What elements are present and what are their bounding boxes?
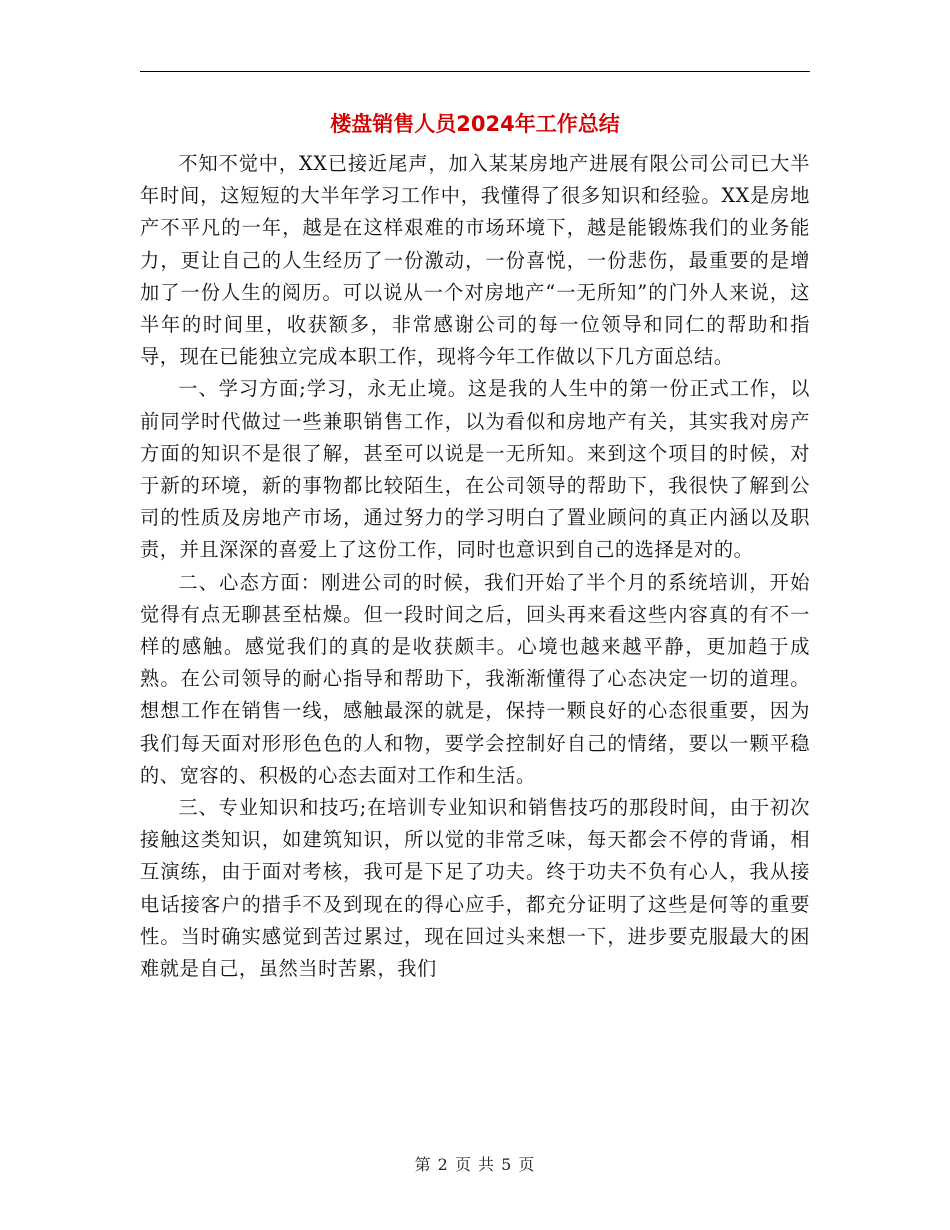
page-number-footer: 第 2 页 共 5 页 (414, 1155, 536, 1174)
paragraph-learning: 一、学习方面;学习，永无止境。这是我的人生中的第一份正式工作，以前同学时代做过一些兼职销售工作，以为看似和房地产有关，其实我对房产方面的知识不是很了解，甚至可以说是一无所知。来到这个项目的时候，对于新的环境，新的事物都比较陌生，在公司领导的帮助下，我很快了解到公司的性质及房地产市场，通过努力的学习明白了置业顾问的真正内涵以及职责，并且深深的喜爱上了这份工作，同时也意识到自己的选择是对的。 (140, 377, 810, 562)
paragraph-skills: 三、专业知识和技巧;在培训专业知识和销售技巧的那段时间，由于初次接触这类知识，如建筑知识，所以觉的非常乏味，每天都会不停的背诵，相互演练，由于面对考核，我可是下足了功夫。终于功夫不负有心人，我从接电话接客户的措手不及到现在的得心应手，都充分证明了这些是何等的重要性。当时确实感觉到苦过累过，现在回过头来想一下，进步要克服最大的困难就是自己，虽然当时苦累，我们 (140, 796, 810, 981)
document-body (140, 148, 810, 985)
header-rule (140, 71, 810, 72)
paragraph-mindset: 二、心态方面：刚进公司的时候，我们开始了半个月的系统培训，开始觉得有点无聊甚至枯燥。但一段时间之后，回头再来看这些内容真的有不一样的感触。感觉我们的真的是收获颇丰。心境也越来越平静，更加趋于成熟。在公司领导的耐心指导和帮助下，我渐渐懂得了心态决定一切的道理。想想工作在销售一线，感触最深的就是，保持一颗良好的心态很重要，因为我们每天面对形形色色的人和物，要学会控制好自己的情绪，要以一颗平稳的、宽容的、积极的心态去面对工作和生活。 (140, 570, 810, 787)
document-title: 楼盘销售人员2024年工作总结 (330, 112, 620, 136)
paragraph-intro: 不知不觉中，XX已接近尾声，加入某某房地产进展有限公司公司已大半年时间，这短短的大半年学习工作中，我懂得了很多知识和经验。XX是房地产不平凡的一年，越是在这样艰难的市场环境下，越是能锻炼我们的业务能力，更让自己的人生经历了一份激动，一份喜悦，一份悲伤，最重要的是增加了一份人生的阅历。可以说从一个对房地产“一无所知”的门外人来说，这半年的时间里，收获额多，非常感谢公司的每一位领导和同仁的帮助和指导，现在已能独立完成本职工作，现将今年工作做以下几方面总结。 (140, 152, 810, 369)
